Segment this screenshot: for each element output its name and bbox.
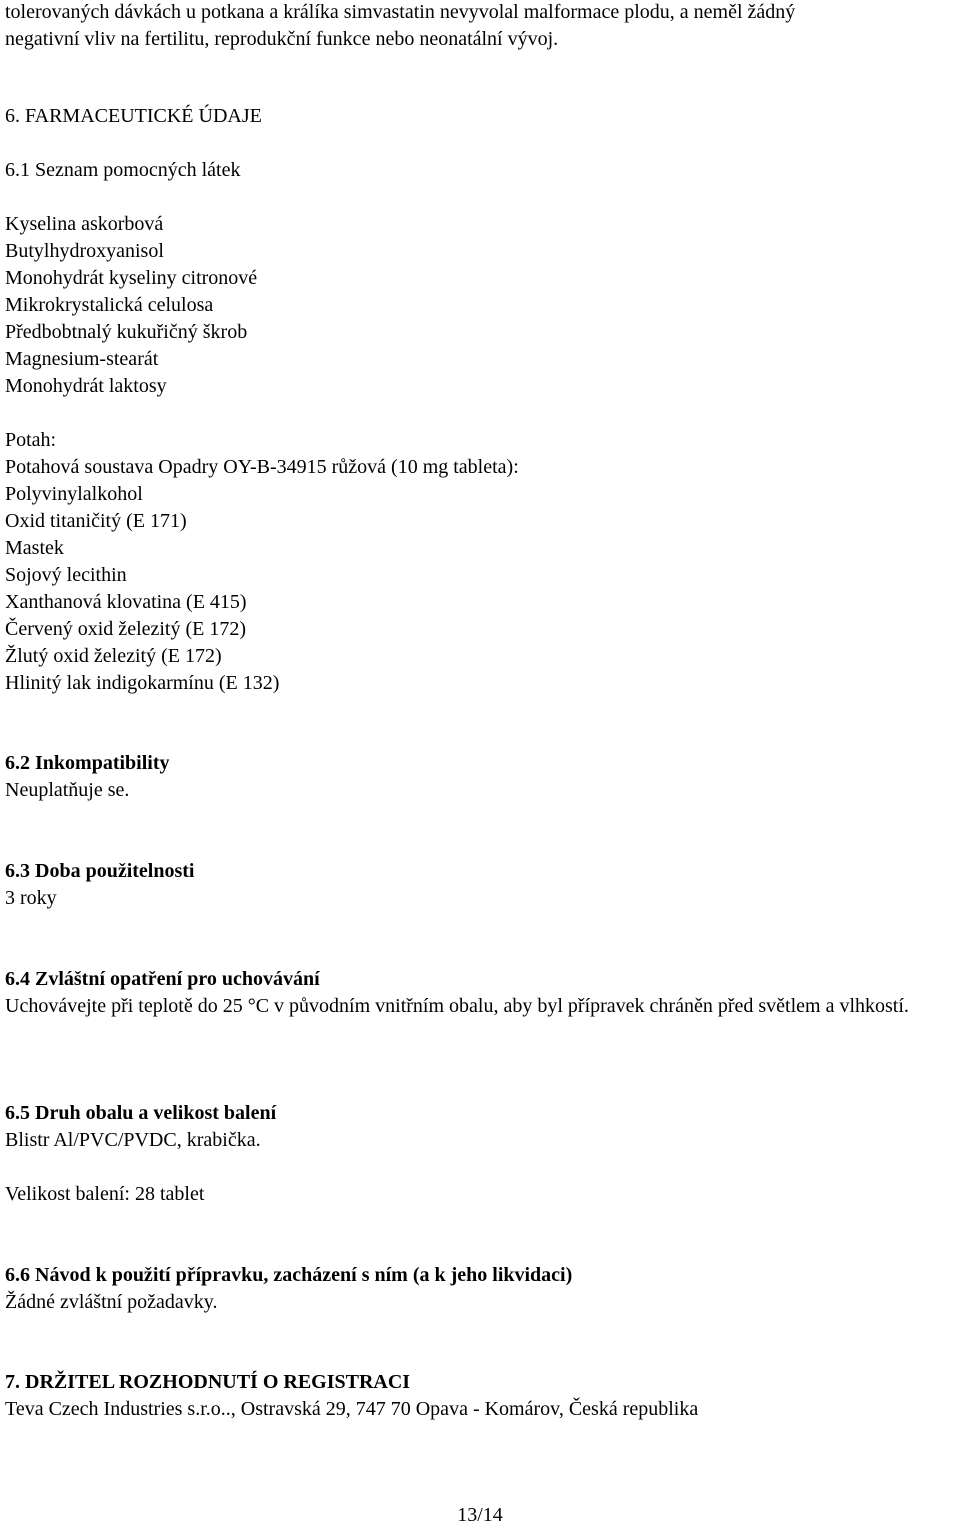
- coating-item: Xanthanová klovatina (E 415): [5, 591, 247, 613]
- section-6-5-text: Blistr Al/PVC/PVDC, krabička.: [5, 1129, 261, 1151]
- excipient-item: Magnesium-stearát: [5, 348, 159, 370]
- section-7-text: Teva Czech Industries s.r.o.., Ostravská 29, 747 70 Opava - Komárov, Česká republika: [5, 1398, 699, 1420]
- coating-item: Mastek: [5, 537, 64, 559]
- section-6-4-heading: 6.4 Zvláštní opatření pro uchovávání: [5, 968, 320, 990]
- excipient-item: Monohydrát laktosy: [5, 375, 167, 397]
- section-6-6-text: Žádné zvláštní požadavky.: [5, 1291, 218, 1313]
- section-6-2-heading: 6.2 Inkompatibility: [5, 752, 170, 774]
- section-6-2-text: Neuplatňuje se.: [5, 779, 130, 801]
- coating-item: Červený oxid železitý (E 172): [5, 618, 247, 640]
- coating-item: Žlutý oxid železitý (E 172): [5, 645, 222, 667]
- intro-line-2: negativní vliv na fertilitu, reprodukční funkce nebo neonatální vývoj.: [5, 28, 559, 50]
- excipient-item: Kyselina askorbová: [5, 213, 164, 235]
- excipient-item: Předbobtnalý kukuřičný škrob: [5, 321, 248, 343]
- section-6-1-heading: 6.1 Seznam pomocných látek: [5, 159, 241, 181]
- pack-size: Velikost balení: 28 tablet: [5, 1183, 205, 1205]
- page-number: 13/14: [457, 1504, 503, 1526]
- coating-label: Potah:: [5, 429, 57, 451]
- coating-item: Oxid titaničitý (E 171): [5, 510, 187, 532]
- section-6-4-text: Uchovávejte při teplotě do 25 °C v původním vnitřním obalu, aby byl přípravek chráněn před světlem a vlhkostí.: [5, 995, 909, 1017]
- section-6-5-heading: 6.5 Druh obalu a velikost balení: [5, 1102, 277, 1124]
- excipient-item: Mikrokrystalická celulosa: [5, 294, 214, 316]
- excipient-item: Monohydrát kyseliny citronové: [5, 267, 258, 289]
- section-7-heading: 7. DRŽITEL ROZHODNUTÍ O REGISTRACI: [5, 1371, 411, 1393]
- coating-system: Potahová soustava Opadry OY-B-34915 růžová (10 mg tableta):: [5, 456, 519, 478]
- section-6-3-text: 3 roky: [5, 887, 57, 909]
- coating-item: Polyvinylalkohol: [5, 483, 143, 505]
- intro-line-1: tolerovaných dávkách u potkana a králíka simvastatin nevyvolal malformace plodu, a neměl žádný: [5, 1, 796, 23]
- coating-item: Sojový lecithin: [5, 564, 127, 586]
- section-6-3-heading: 6.3 Doba použitelnosti: [5, 860, 195, 882]
- section-6-6-heading: 6.6 Návod k použití přípravku, zacházení s ním (a k jeho likvidaci): [5, 1264, 573, 1286]
- excipient-item: Butylhydroxyanisol: [5, 240, 164, 262]
- coating-item: Hlinitý lak indigokarmínu (E 132): [5, 672, 280, 694]
- section-6-heading: 6. FARMACEUTICKÉ ÚDAJE: [5, 105, 262, 127]
